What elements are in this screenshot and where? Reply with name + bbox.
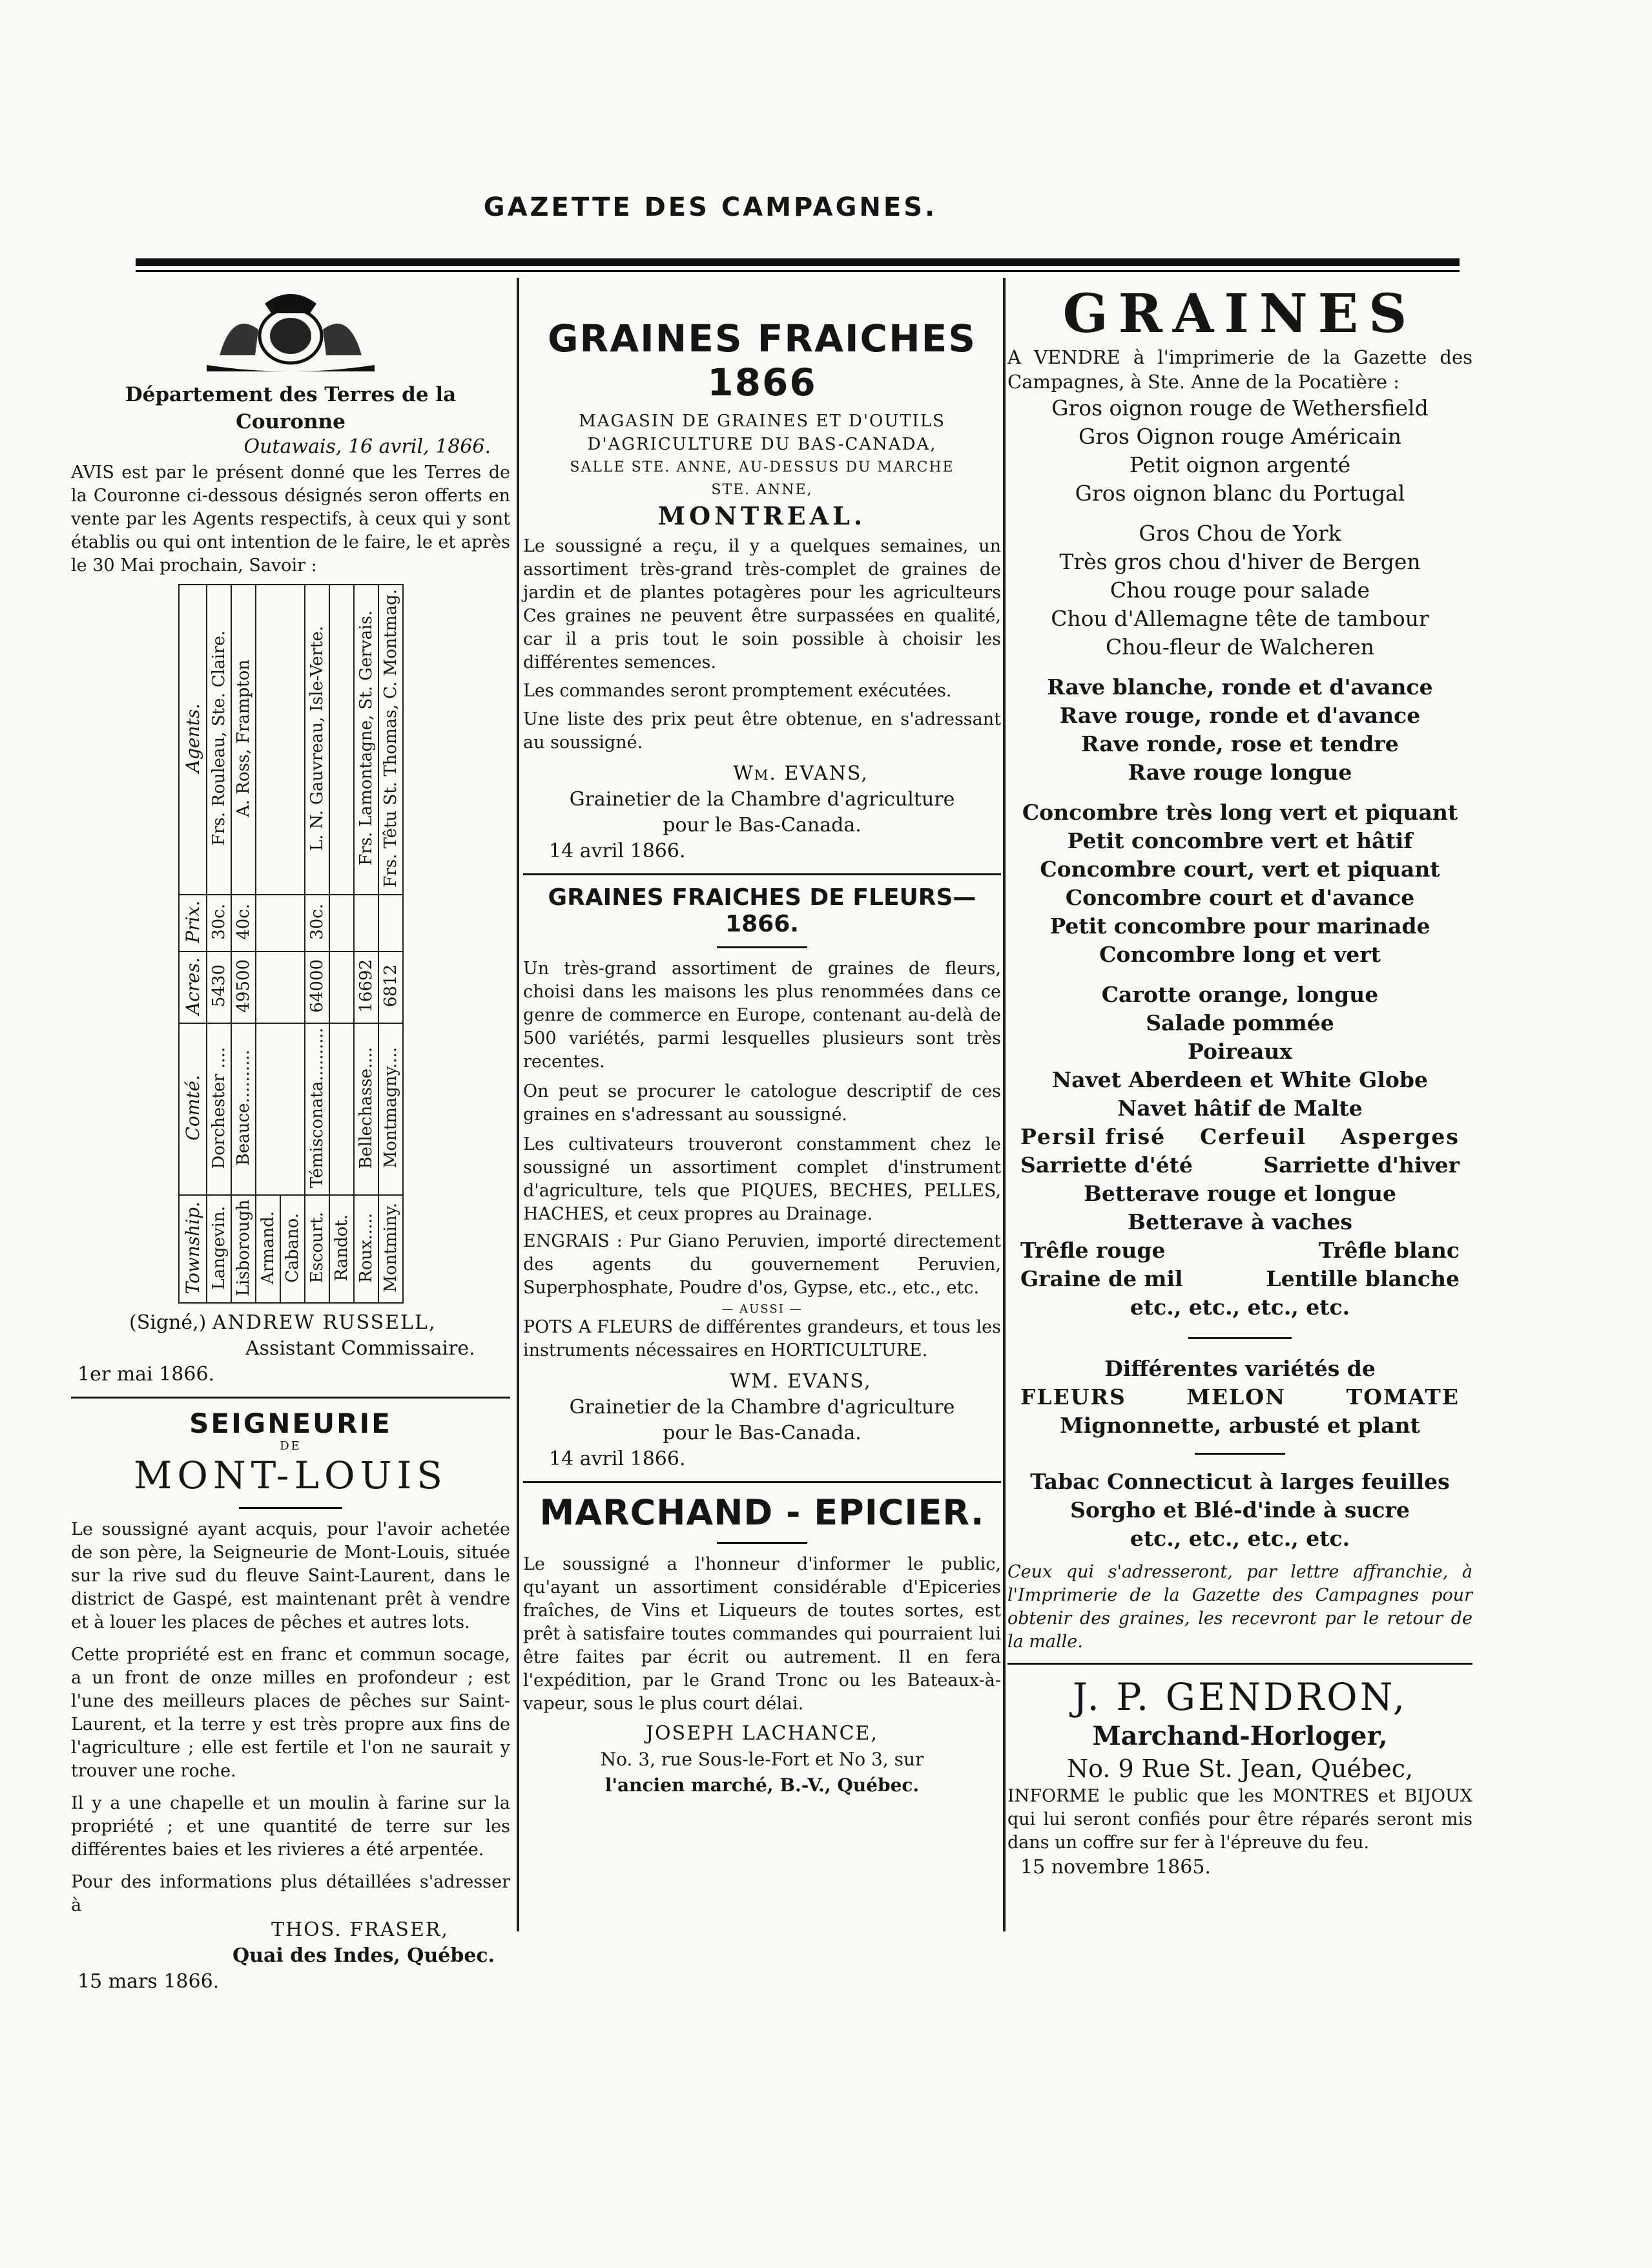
list-item: Petit concombre pour marinade [1049,913,1430,939]
column-divider-1 [517,278,519,1931]
fresh-seeds-sub-3: SALLE STE. ANNE, AU-DESSUS DU MARCHE [570,459,955,475]
list-item: etc., etc., etc., etc. [1130,1295,1350,1320]
list-item: Navet hâtif de Malte [1117,1096,1363,1121]
flower-seeds-paragraph-3: Les cultivateurs trouveront constamment chez le soussigné un assortiment complet d'instrument d'agriculture, tels que PIQUES, BECHES, PELLES, HACHES, et ceux propres au Drainage. [523,1134,1001,1224]
list-item [1007,1383,1472,1411]
list-item: Chou rouge pour salade [1110,577,1370,603]
signed-name: ANDREW RUSSELL, [212,1311,437,1335]
signed-date: 1er mai 1866. [77,1363,215,1386]
list-item [1007,1265,1472,1293]
flower-seeds-paragraph-5: POTS A FLEURS de différentes grandeurs, et tous les instruments nécessaires en HORTICULTURE. [523,1317,1001,1360]
fresh-seeds-paragraph-2: Les commandes seront promptement exécutées. [523,681,952,701]
list-item-part: TOMATE [1346,1384,1460,1410]
column-2 [523,278,1001,1798]
lachance-address-1: No. 3, rue Sous-le-Fort et No 3, sur [600,1749,924,1770]
fraser-date: 15 mars 1866. [77,1970,220,1993]
list-item: Gros Oignon rouge Américain [1078,424,1401,449]
table-cell: Cabano. [282,1212,302,1283]
table-header-prices: Prix. [181,900,203,943]
royal-crest-icon [194,284,387,375]
seigneurie-paragraph-4: Pour des informations plus détaillées s'adresser à [71,1872,510,1916]
table-header-agents: Agents. [181,703,203,773]
table-cell: L. N. Gauvreau, Isle-Verte. [307,625,327,851]
list-item: Carotte orange, longue [1101,982,1379,1007]
graines-intro: A VENDRE à l'imprimerie de la Gazette des Campagnes, à Ste. Anne de la Pocatière : [1007,346,1472,393]
signed-label: (Signé,) [129,1311,207,1335]
signed-title: Assistant Commissaire. [245,1337,475,1360]
gendron-date: 15 novembre 1865. [1020,1856,1211,1878]
list-item: Navet Aberdeen et White Globe [1052,1067,1428,1092]
table-cell: Randot. [331,1214,351,1282]
table-cell: 16692 [356,959,376,1013]
fresh-seeds-title: GRAINES FRAICHES 1866 [547,317,977,404]
gendron-body: INFORME le public que les MONTRES et BIJOUX qui lui seront confiés pour être réparés seront mis dans un coffre sur fer à l'épreuve du feu. [1007,1786,1472,1853]
table-cell: 30c. [209,903,229,940]
list-item: Poireaux [1188,1039,1292,1064]
grocer-paragraph: Le soussigné a l'honneur d'informer le public, qu'ayant un assortiment considérable d'Epiceries fraîches, de Vins et Liqueurs de toutes sortes, est prêt à satisfaire toutes commandes qui pourraient lui être faites par écrit ou autrement. Il en fera l'expédition, par le Grand Tronc ou les Bateaux-à-vapeur, sous le plus court délai. [523,1554,1001,1714]
table-cell: Dorchester .... [209,1046,229,1169]
list-item: Concombre court, vert et piquant [1040,857,1440,882]
list-item [1007,1123,1472,1151]
list-item: Concombre très long vert et piquant [1022,800,1458,825]
grocer-title: MARCHAND - EPICIER. [539,1492,985,1533]
table-cell: Langevin. [209,1205,229,1290]
list-item: Sorgho et Blé-d'inde à sucre [1070,1497,1410,1523]
table-cell: 64000 [307,959,327,1013]
list-item-part: Sarriette d'été [1020,1152,1193,1178]
gendron-name: J. P. GENDRON, [1072,1675,1408,1719]
table-cell: Roux..... [356,1212,376,1283]
fraser-name: THOS. FRASER, [271,1919,449,1942]
column-1 [71,278,510,1995]
ad1-date: 14 avril 1866. [549,840,686,862]
aussi-label: — AUSSI — [721,1302,803,1316]
lachance-address-2: l'ancien marché, B.-V., Québec. [604,1774,920,1796]
seigneurie-de: DE [280,1439,302,1453]
short-divider [717,1542,807,1544]
list-item-part: MELON [1186,1384,1286,1410]
short-divider [717,946,807,948]
flower-seeds-paragraph-1: Un très-grand assortiment de graines de fleurs, choisi dans les maisons les plus renommées dans ce genre de commerce en Europe, contenant au-delà de 500 variétés, parmi lesquelles plusieurs sont très recentes. [523,959,1001,1072]
evans-name-2: WM. EVANS, [730,1370,872,1393]
list-item [1007,1151,1472,1180]
seigneurie-paragraph-2: Cette propriété est en franc et commun socage, a un front de onze milles en profondeur ; est l'une des meilleurs places de pêches sur Saint-Laurent, et la terre y est très propre aux fins de l'agriculture ; elle est fertile et l'on ne saurait y trouver une roche. [71,1645,510,1782]
table-row-agents [179,585,403,895]
fresh-seeds-paragraph-3: Une liste des prix peut être obtenue, en s'adressant au soussigné. [523,709,1001,753]
table-row-townships [179,1195,403,1303]
evans-title-1a: Grainetier de la Chambre d'agriculture [569,788,955,811]
flower-seeds-paragraph-2: On peut se procurer le catologue descriptif de ces graines en s'adressant au soussigné. [523,1081,1001,1125]
table-cell: Témisconata.......... [307,1027,327,1188]
table-cell: Lisborough [233,1199,253,1296]
table-cell: Montminy. [380,1203,400,1293]
table-cell: Montmagny.... [380,1047,400,1169]
list-item-part: Graine de mil [1020,1266,1183,1291]
table-header-county: Comté. [181,1075,203,1141]
list-item: Petit concombre vert et hâtif [1067,828,1413,853]
masthead-rule-thin [136,270,1460,272]
table-row-acres [179,952,403,1023]
montreal-heading: MONTREAL. [657,501,867,530]
column-3 [1007,278,1472,1880]
graines-note: Ceux qui s'adresseront, par lettre affranchie, à l'Imprimerie de la Gazette des Campagnes pour obtenir des graines, les recevront par le retour de la malle. [1007,1562,1472,1652]
list-item: Betterave à vaches [1128,1209,1352,1234]
seigneurie-paragraph-1: Le soussigné ayant acquis, pour l'avoir achetée de son père, la Seigneurie de Mont-Louis, située sur la rive sud du fleuve Saint-Laurent, dans le district de Gaspé, est maintenant prêt à vendre et à louer les places de pêches et autres lots. [71,1519,510,1633]
short-divider [239,1507,342,1509]
table-cell: 30c. [307,903,327,940]
gendron-title: Marchand-Horloger, [1092,1721,1388,1751]
fresh-seeds-sub-1: MAGASIN DE GRAINES ET D'OUTILS [579,411,945,431]
list-item: Concombre long et vert [1099,942,1381,967]
table-cell: Frs. Lamontagne, St. Gervais. [356,610,376,866]
evans-title-2b: pour le Bas-Canada. [663,1422,862,1444]
list-item: Gros oignon rouge de Wethersfield [1051,395,1429,421]
fresh-seeds-sub-4: STE. ANNE, [711,482,813,498]
list-item: Betterave rouge et longue [1083,1181,1397,1206]
mont-louis-title: MONT-LOUIS [133,1453,448,1498]
flower-seeds-title: GRAINES FRAICHES DE FLEURS—1866. [548,884,976,937]
list-item: Rave rouge, ronde et d'avance [1059,703,1421,728]
masthead-title: GAZETTE DES CAMPAGNES. [483,192,938,222]
table-cell: Escourt. [307,1212,327,1284]
flower-seeds-paragraph-4: ENGRAIS : Pur Giano Peruvien, importé directement des agents du gouvernement Peruvien, Superphosphate, Poudre d'os, Gypse, etc., etc., etc. [523,1231,1001,1298]
list-item-part: FLEURS [1020,1384,1126,1410]
evans-title-1b: pour le Bas-Canada. [663,814,862,837]
list-item [1007,1236,1472,1265]
list-item: Mignonnette, arbusté et plant [1060,1413,1420,1438]
table-header-township: Township. [181,1201,203,1295]
crown-lands-table [178,584,404,1304]
table-cell: 49500 [233,959,253,1013]
evans-title-2a: Grainetier de la Chambre d'agriculture [569,1396,955,1419]
list-item: Rave ronde, rose et tendre [1081,731,1399,756]
ad2-date: 14 avril 1866. [549,1448,686,1470]
crown-lands-dateline: Outawais, 16 avril, 1866. [243,435,491,458]
table-cell: 5430 [209,964,229,1008]
section-divider [523,873,1001,875]
table-cell: A. Ross, Frampton [233,659,253,817]
list-item-part: Asperges [1340,1124,1460,1149]
gendron-address: No. 9 Rue St. Jean, Québec, [1066,1754,1414,1783]
list-item: Chou d'Allemagne tête de tambour [1051,606,1429,631]
section-divider [1007,1663,1472,1665]
varieties-line: Différentes variétés de [1104,1356,1376,1381]
list-item-part: Persil frisé [1020,1124,1166,1149]
section-divider [523,1481,1001,1483]
evans-name-1: Wm. EVANS, [733,762,869,785]
table-cell: Armand. [258,1211,278,1285]
list-item: Tabac Connecticut à larges feuilles [1030,1469,1450,1494]
list-item-part: Trêfle rouge [1020,1238,1166,1263]
table-cell: Beauce.......... [233,1050,253,1166]
lachance-name: JOSEPH LACHANCE, [646,1722,878,1745]
list-item: Gros oignon blanc du Portugal [1075,481,1405,506]
table-row-counties [179,1023,403,1195]
graines-title: GRAINES [1062,283,1418,345]
fresh-seeds-sub-2: D'AGRICULTURE DU BAS-CANADA, [587,435,937,454]
list-item: Concombre court et d'avance [1065,885,1415,910]
table-cell: 40c. [233,903,253,940]
list-item-part: Cerfeuil [1199,1124,1306,1149]
seigneurie-paragraph-3: Il y a une chapelle et un moulin à farine sur la propriété ; et une quantité de terre sur les différentes baies et les rivieres a été arpentée. [71,1793,510,1860]
list-item: Rave rouge longue [1128,760,1352,785]
table-header-acres: Acres. [181,957,203,1015]
list-item: Salade pommée [1146,1010,1334,1035]
column-divider-2 [1003,278,1006,1931]
list-item: Chou-fleur de Walcheren [1105,634,1375,660]
list-item-part: Sarriette d'hiver [1263,1152,1460,1178]
crown-lands-heading: Département des Terres de la Couronne [125,383,457,433]
seigneurie-title: SEIGNEURIE [189,1408,392,1440]
table-cell: 6812 [380,964,400,1008]
table-cell: Frs. Rouleau, Ste. Claire. [209,630,229,846]
list-item: Très gros chou d'hiver de Bergen [1059,549,1421,574]
list-item: Gros Chou de York [1139,521,1341,546]
fraser-address: Quai des Indes, Québec. [232,1944,495,1968]
list-item-part: Lentille blanche [1266,1266,1460,1291]
fresh-seeds-paragraph-1: Le soussigné a reçu, il y a quelques semaines, un assortiment très-grand très-complet de graines de jardin et de plantes potagères pour les agriculteurs Ces graines ne peuvent être surpassées en qualité, car il a pris tout le soin possible à choisir les différentes semences. [523,536,1001,672]
short-divider [1195,1453,1285,1455]
crown-lands-body: AVIS est par le présent donné que les Terres de la Couronne ci-dessous désignés seron offerts en vente par les Agents respectifs, à ceux qui y sont établis ou qui ont intention de le faire, le et après le 30 Mai prochain, Savoir : [71,463,510,576]
table-cell: Bellechasse.... [356,1046,376,1169]
table-row-prices [179,895,403,952]
list-item-part: Trêfle blanc [1318,1238,1460,1263]
table-cell: Frs. Têtu St. Thomas, C. Montmag. [380,589,400,888]
list-item: etc., etc., etc., etc. [1130,1526,1350,1551]
list-item: Petit oignon argenté [1129,452,1351,477]
section-divider [71,1397,510,1399]
masthead-rule-thick [136,258,1460,266]
list-item: Rave blanche, ronde et d'avance [1047,674,1433,700]
short-divider [1188,1337,1292,1339]
